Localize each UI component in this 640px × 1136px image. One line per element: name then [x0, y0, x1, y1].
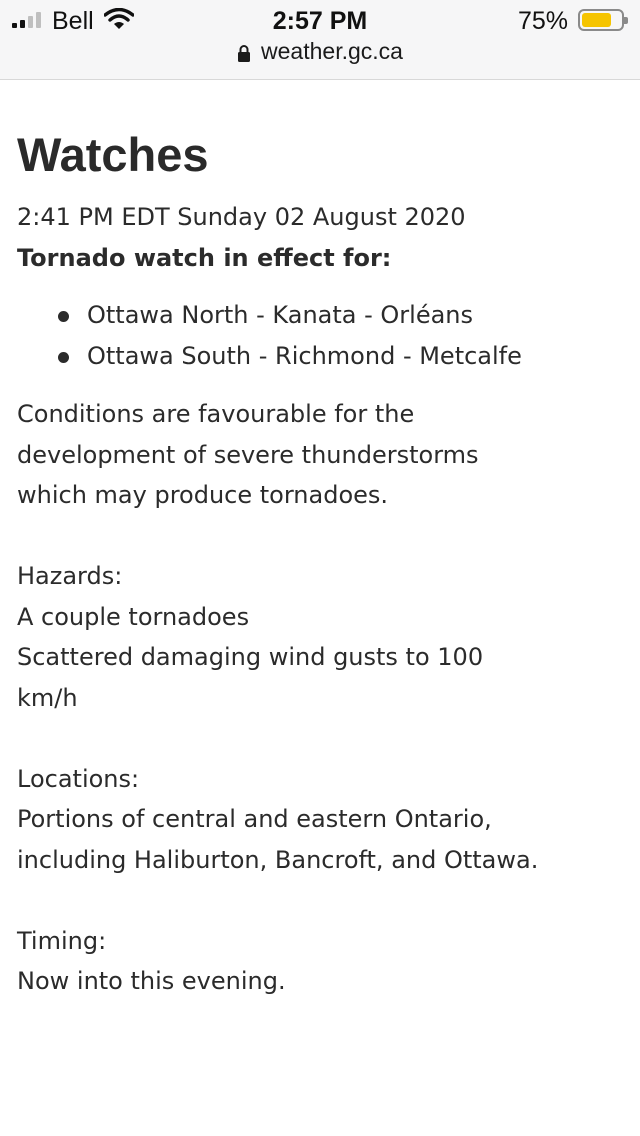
hazards-section: [17, 556, 537, 718]
address-bar[interactable]: [0, 38, 640, 65]
timing-text: Now into this evening.: [17, 967, 286, 995]
timing-section: [17, 921, 617, 1002]
url-text: weather.gc.ca: [261, 38, 403, 64]
watch-headline: Tornado watch in effect for:: [17, 243, 392, 272]
status-bar: [0, 0, 640, 80]
issued-timestamp: 2:41 PM EDT Sunday 02 August 2020: [17, 203, 466, 231]
battery-percentage: 75%: [517, 7, 568, 35]
hazard-item: A couple tornadoes: [17, 602, 250, 631]
carrier-name: Bell: [52, 7, 94, 35]
timing-label: Timing:: [17, 926, 107, 955]
hazards-label: Hazards:: [17, 562, 123, 590]
list-item: Ottawa North - Kanata - Orléans: [17, 295, 537, 336]
page-title: Watches: [17, 128, 209, 181]
list-item: Ottawa South - Richmond - Metcalfe: [17, 336, 537, 377]
clock: 2:57 PM: [272, 7, 368, 35]
locations-label: Locations:: [17, 764, 140, 793]
locations-text: Portions of central and eastern Ontario, including Haliburton, Bancroft, and Ottawa.: [17, 805, 539, 874]
battery-fill: [582, 13, 611, 27]
conditions-text: Conditions are favourable for the development of severe thunderstorms which may produce tornadoes.: [17, 400, 479, 509]
battery-icon: [578, 9, 624, 31]
lock-icon: [237, 44, 251, 62]
locations-section: [17, 759, 557, 881]
affected-areas-list: [17, 295, 617, 376]
hazard-item: Scattered damaging wind gusts to 100 km/h: [17, 643, 484, 712]
alert-content: [17, 120, 617, 1042]
